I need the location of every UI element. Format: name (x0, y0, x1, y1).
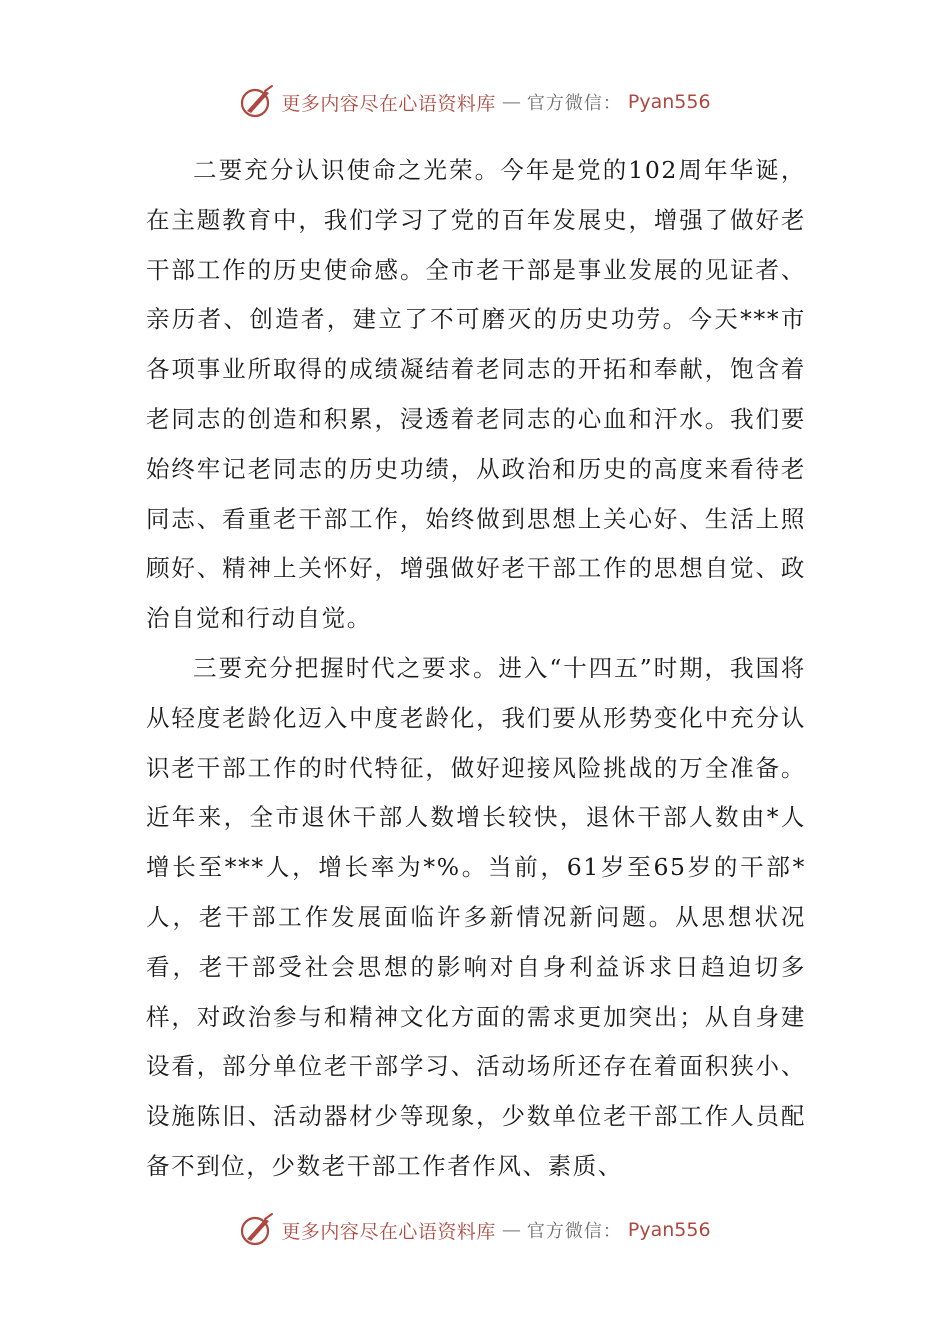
banner-slogan: 更多内容尽在心语资料库 (281, 92, 496, 115)
footer-watermark-banner (0, 1210, 950, 1250)
paragraph: 二要充分认识使命之光荣。今年是党的102周年华诞，在主题教育中，我们学习了党的百年发展史，增强了做好老干部工作的历史使命感。全市老干部是事业发展的见证者、亲历者、创造者，建立了不可磨灭的历史功劳。今天***市各项事业所取得的成绩凝结着老同志的开拓和奉献，饱含着老同志的创造和积累，浸透着老同志的心血和汗水。我们要始终牢记老同志的历史功绩，从政治和历史的高度来看待老同志、看重老干部工作，始终做到思想上关心好、生活上照顾好、精神上关怀好，增强做好老干部工作的思想自觉、政治自觉和行动自觉。 (146, 156, 806, 633)
paragraph: 三要充分把握时代之要求。进入“十四五”时期，我国将从轻度老龄化迈入中度老龄化，我们要从形势变化中充分认识老干部工作的时代特征，做好迎接风险挑战的万全准备。近年来，全市退休干部人数增长较快，退休干部人数由*人增长至***人，增长率为*%。当前，61岁至65岁的干部*人，老干部工作发展面临许多新情况新问题。从思想状况看，老干部受社会思想的影响对自身利益诉求日趋迫切多样，对政治参与和精神文化方面的需求更加突出；从自身建设看，部分单位老干部学习、活动场所还存在着面积狭小、设施陈旧、活动器材少等现象，少数单位老干部工作人员配备不到位，少数老干部工作者作风、素质、 (146, 653, 806, 1180)
quill-pen-logo-icon (239, 1212, 275, 1248)
header-watermark-banner (0, 82, 950, 122)
document-body (146, 146, 806, 1192)
banner-dash: — (501, 1219, 521, 1241)
banner-slogan: 更多内容尽在心语资料库 (281, 1220, 496, 1243)
banner-wechat-label: 官方微信： (526, 93, 622, 114)
quill-pen-logo-icon (239, 84, 275, 120)
banner-wechat-id: Pyan556 (627, 1219, 711, 1241)
banner-wechat-id: Pyan556 (627, 91, 711, 113)
banner-wechat-label: 官方微信： (526, 1221, 622, 1242)
banner-dash: — (501, 91, 521, 113)
